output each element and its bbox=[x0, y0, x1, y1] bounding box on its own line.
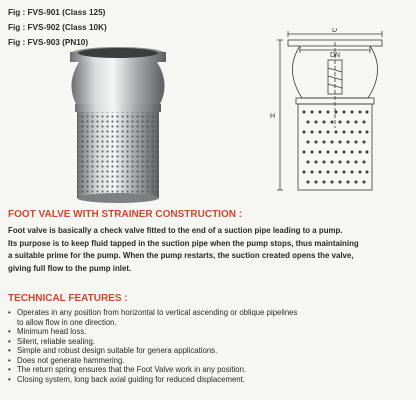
technical-features-title: TECHNICAL FEATURES : bbox=[8, 293, 128, 304]
bullet-icon: • bbox=[8, 336, 11, 346]
list-item: • Silent, reliable sealing. bbox=[8, 336, 96, 346]
bullet-icon: • bbox=[8, 374, 11, 384]
bullet-icon: • bbox=[8, 355, 11, 365]
figure-caption-fvs-903: Fig : FVS-903 (PN10) bbox=[8, 38, 89, 47]
description-line-2: Its purpose is to keep fluid tapped in the suction pipe when the pump stops, thus maintaining bbox=[8, 238, 359, 248]
list-item: • Simple and robust design suitable for genera applications. bbox=[8, 346, 218, 355]
dimension-label-dn: DN bbox=[330, 52, 341, 59]
dimension-label-d: D bbox=[332, 28, 338, 34]
list-item: • Closing system, long back axial guiding for reduced displacement. bbox=[8, 374, 245, 384]
foot-valve-section-title: FOOT VALVE WITH STRAINER CONSTRUCTION : bbox=[8, 209, 243, 220]
technical-features-list bbox=[8, 308, 412, 384]
description-line-1: Foot valve is basically a check valve fitted to the end of a suction pipe leading to a pump. bbox=[8, 226, 343, 235]
list-item: • Minimum head loss. bbox=[8, 327, 87, 336]
foot-valve-description bbox=[8, 225, 410, 275]
list-item: • Does not generate hammering. bbox=[8, 355, 125, 365]
description-line-3: a suitable prime for the pump. When the pump restarts, the suction created opens the valve, bbox=[8, 251, 354, 260]
list-item: to allow flow in one direction. bbox=[17, 317, 117, 327]
bullet-icon: • bbox=[8, 365, 11, 374]
dimension-label-h: H bbox=[270, 113, 276, 120]
bullet-icon: • bbox=[8, 327, 11, 336]
list-item: • The return spring ensures that the Foot Valve work in any position. bbox=[8, 365, 247, 374]
figure-caption-fvs-902: Fig : FVS-902 (Class 10K) bbox=[8, 23, 107, 32]
list-item: • Operates in any position from horizontal to vertical ascending or oblique pipelines bbox=[8, 308, 298, 317]
bullet-icon: • bbox=[8, 308, 11, 317]
description-line-4: giving full flow to the pump inlet. bbox=[8, 263, 132, 273]
foot-valve-section-drawing bbox=[270, 28, 400, 208]
foot-valve-photo bbox=[55, 44, 181, 204]
figure-caption-fvs-901: Fig : FVS-901 (Class 125) bbox=[8, 8, 106, 17]
bullet-icon: • bbox=[8, 346, 11, 355]
